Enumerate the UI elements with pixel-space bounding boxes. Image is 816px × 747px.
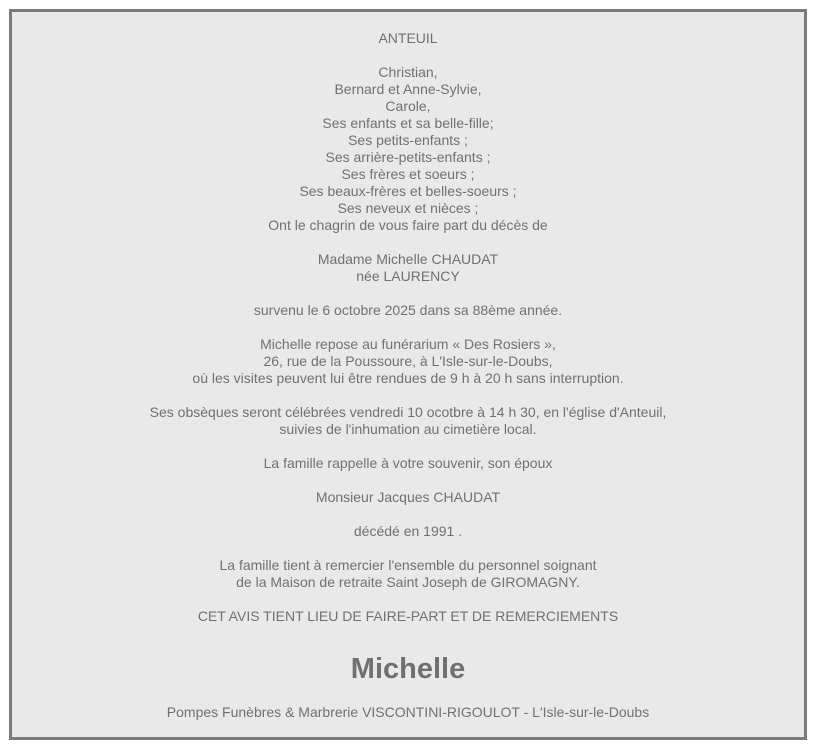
spouse-name: Monsieur Jacques CHAUDAT xyxy=(315,489,501,505)
family-line: Ses frères et soeurs ; xyxy=(341,166,475,182)
funeral-home-line: 26, rue de la Poussoure, à L'Isle-sur-le-Doubs, xyxy=(263,353,553,369)
family-line: Ses arrière-petits-enfants ; xyxy=(325,149,491,165)
announcement-line: Ont le chagrin de vous faire part du décès de xyxy=(268,217,548,233)
thanks-line: La famille tient à remercier l'ensemble du personnel soignant xyxy=(219,557,597,573)
first-name-heading: Michelle xyxy=(350,653,466,685)
family-line: Ses enfants et sa belle-fille; xyxy=(322,115,494,131)
family-line: Ses petits-enfants ; xyxy=(348,132,468,148)
family-line: Christian, xyxy=(378,64,438,80)
thanks-line: de la Maison de retraite Saint Joseph de GIROMAGNY. xyxy=(236,574,580,590)
obituary-notice xyxy=(9,9,807,740)
remembrance-line: La famille rappelle à votre souvenir, son époux xyxy=(263,455,553,471)
spouse-death: décédé en 1991 . xyxy=(353,523,463,539)
closing-statement: CET AVIS TIENT LIEU DE FAIRE-PART ET DE REMERCIEMENTS xyxy=(197,608,619,624)
family-line: Ses beaux-frères et belles-soeurs ; xyxy=(299,183,517,199)
death-info: survenu le 6 octobre 2025 dans sa 88ème année. xyxy=(253,302,563,318)
family-line: Ses neveux et nièces ; xyxy=(337,200,479,216)
location: ANTEUIL xyxy=(378,30,438,46)
ceremony-line: suivies de l'inhumation au cimetière local. xyxy=(279,421,537,437)
family-line: Bernard et Anne-Sylvie, xyxy=(334,81,482,97)
funeral-home-line: où les visites peuvent lui être rendues de 9 h à 20 h sans interruption. xyxy=(192,370,624,386)
ceremony-line: Ses obsèques seront célébrées vendredi 10 ocotbre à 14 h 30, en l'église d'Anteuil, xyxy=(149,404,667,420)
notice-body xyxy=(12,30,804,625)
deceased-name: Madame Michelle CHAUDAT xyxy=(317,251,499,267)
funeral-home-line: Michelle repose au funérarium « Des Rosiers », xyxy=(260,336,556,352)
maiden-name: née LAURENCY xyxy=(356,268,460,284)
funeral-director: Pompes Funèbres & Marbrerie VISCONTINI-RIGOULOT - L'Isle-sur-le-Doubs xyxy=(166,704,650,720)
family-line: Carole, xyxy=(385,98,431,114)
